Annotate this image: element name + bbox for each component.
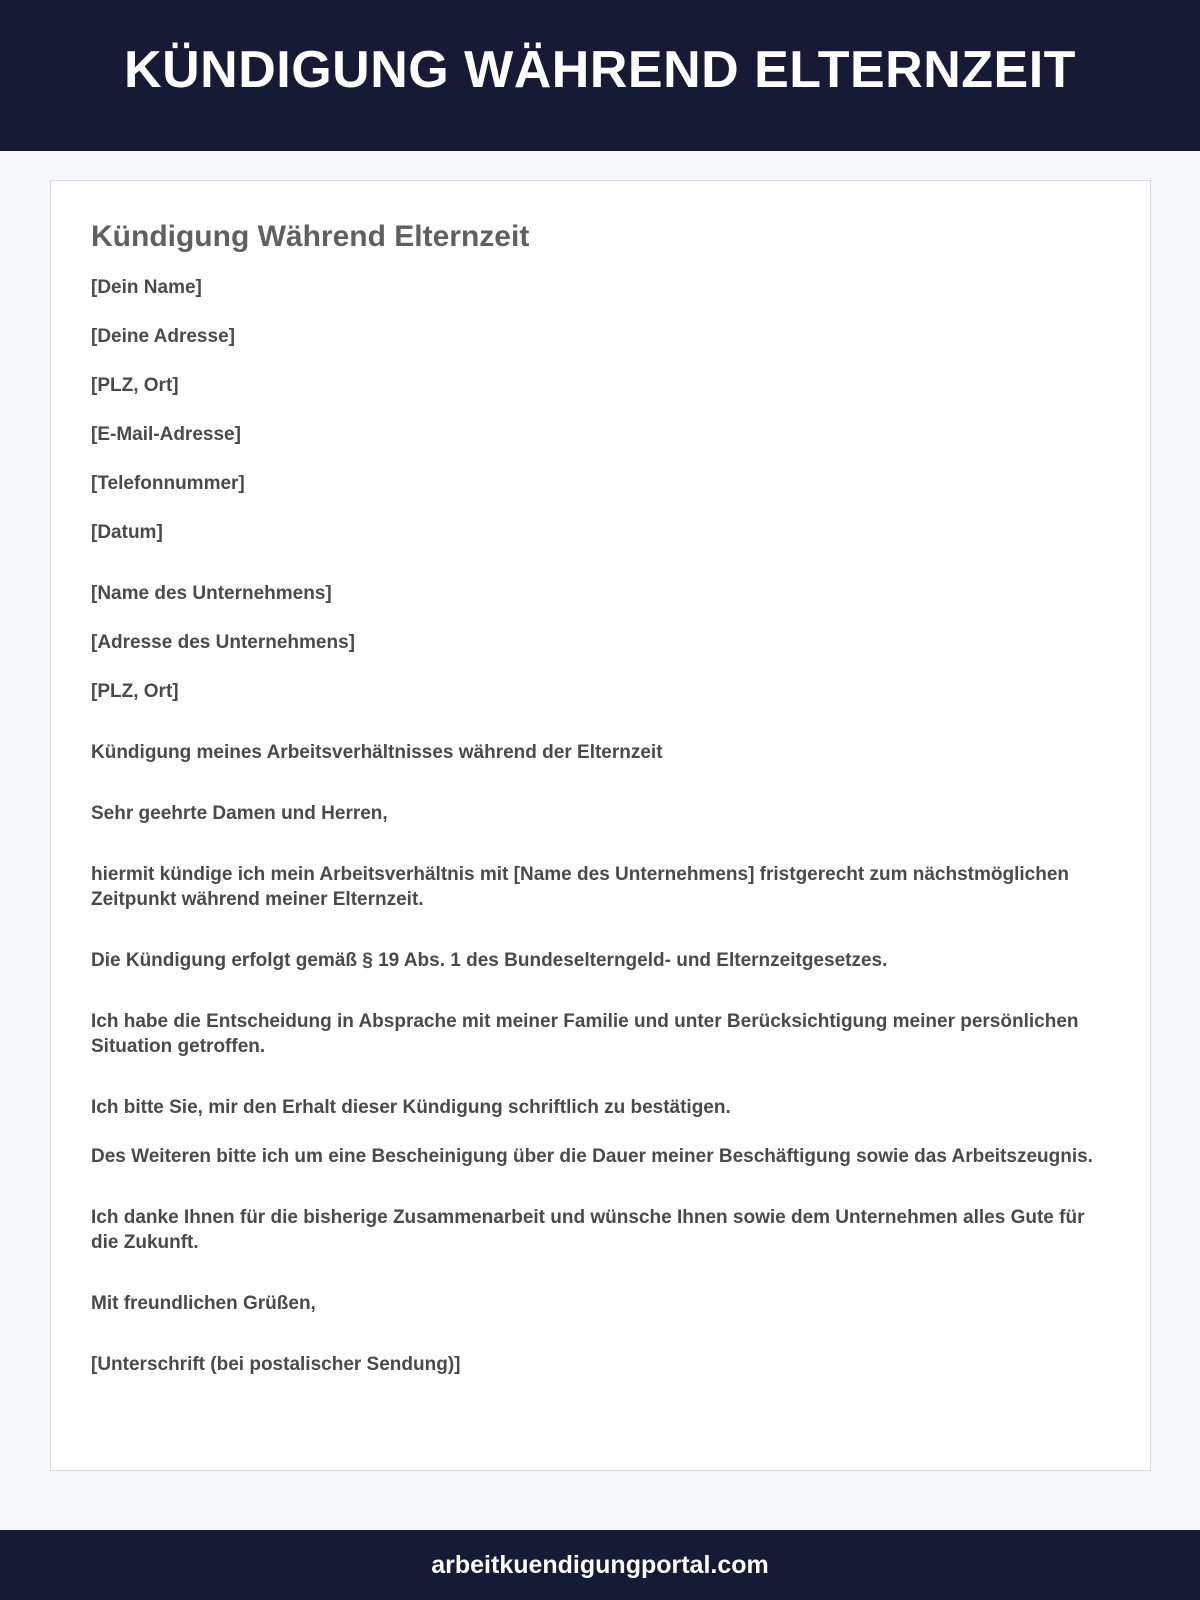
letter-paragraph: Die Kündigung erfolgt gemäß § 19 Abs. 1 des Bundeselterngeld- und Elternzeitgesetzes.: [91, 950, 888, 971]
sender-phone: [Telefonnummer]: [91, 473, 245, 494]
sender-address: [Deine Adresse]: [91, 326, 235, 347]
letter-closing: Mit freundlichen Grüßen,: [91, 1293, 316, 1314]
letter-paragraph: Ich bitte Sie, mir den Erhalt dieser Kündigung schriftlich zu bestätigen.: [91, 1097, 731, 1118]
letter-date: [Datum]: [91, 522, 163, 543]
letter-salutation: Sehr geehrte Damen und Herren,: [91, 803, 388, 824]
footer-site-name: arbeitkuendigungportal.com: [431, 1550, 769, 1579]
letter-signature: [Unterschrift (bei postalischer Sendung)]: [91, 1354, 461, 1375]
letter-paragraph: Ich danke Ihnen für die bisherige Zusammenarbeit und wünsche Ihnen sowie dem Unternehmen alles Gute für die Zukunft.: [91, 1207, 1085, 1253]
letter-paragraph: hiermit kündige ich mein Arbeitsverhältnis mit [Name des Unternehmens] fristgerecht zum nächstmöglichen Zeitpunkt während meiner Elternzeit.: [91, 864, 1070, 910]
letter-card: [50, 180, 1151, 1471]
recipient-company: [Name des Unternehmens]: [91, 583, 332, 604]
page-title: KÜNDIGUNG WÄHREND ELTERNZEIT: [124, 40, 1076, 99]
recipient-zip-city: [PLZ, Ort]: [91, 681, 179, 702]
sender-email: [E-Mail-Adresse]: [91, 424, 241, 445]
footer-banner: [0, 1530, 1200, 1600]
recipient-address: [Adresse des Unternehmens]: [91, 632, 355, 653]
letter-subject: Kündigung meines Arbeitsverhältnisses während der Elternzeit: [91, 742, 663, 763]
letter-paragraph: Ich habe die Entscheidung in Absprache mit meiner Familie und unter Berücksichtigung meiner persönlichen Situation getroffen.: [91, 1011, 1079, 1057]
letter-paragraph: Des Weiteren bitte ich um eine Bescheinigung über die Dauer meiner Beschäftigung sowie das Arbeitszeugnis.: [91, 1146, 1093, 1167]
sender-name: [Dein Name]: [91, 277, 202, 298]
document-title: Kündigung Während Elternzeit: [91, 220, 530, 253]
header-banner: [0, 0, 1200, 151]
sender-zip-city: [PLZ, Ort]: [91, 375, 179, 396]
